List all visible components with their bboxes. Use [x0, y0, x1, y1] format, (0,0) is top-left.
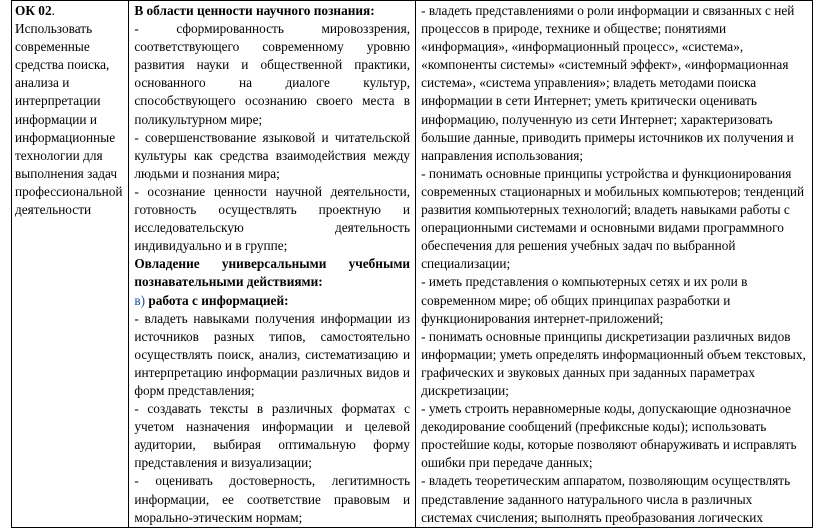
subject-results-cell — [416, 1, 813, 528]
list-item: - уметь строить неравномерные коды, допускающие однозначное декодирование сообщений (префиксные коды); использовать простейшие коды, которые позволяют обнаруживать и исправлять ошибки при передаче данных; — [421, 401, 797, 471]
list-item: - совершенствование языковой и читательской культуры как средства взаимодействия между людьми и познания мира; — [134, 129, 411, 181]
competence-code-suffix: . — [51, 3, 55, 18]
list-item: - понимать основные принципы дискретизации различных видов информации; уметь определять информационный объем текстовых, графических и звуковых данных при заданных параметрах дискретизации; — [421, 328, 806, 398]
list-item: - сформированность мировоззрения, соответствующего современному уровню развития науки и общественной практики, основанного на диалоге культур, способствующего осознанию своего места в поликультурном мире; — [134, 21, 411, 127]
subheading-text: работа с информацией: — [148, 292, 289, 308]
personal-results-cell — [129, 1, 416, 528]
heading-cognitive-actions: Овладение универсальными учебными познавательными действиями: — [134, 256, 411, 290]
competence-text: Использовать современные средства поиска, анализа и интерпретации информации и информационные технологии для выполнения задач профессиональной деятельности — [15, 21, 123, 218]
list-item: - владеть навыками получения информации из источников разных типов, самостоятельно осуществлять поиск, анализ, систематизацию и интерпретацию информации различных видов и форм представления; — [134, 310, 411, 398]
competence-table — [11, 0, 813, 528]
list-item: - понимать основные принципы устройства и функционирования современных стационарных и мобильных компьютеров; тенденций развития компьютерных технологий; владеть навыками работы с операционными системами и основными видами программного обеспечения для решения учебных задач по выбранной специализации; — [421, 165, 805, 272]
list-item: - иметь представления о компьютерных сетях и их роли в современном мире; об общих принципах разработки и функционирования интернет-приложений; — [421, 274, 748, 326]
list-item: - владеть представлениями о роли информации и связанных с ней процессов в природе, технике и обществе; понятиями «информация», «информационный процесс», «система», «компоненты системы» «системный эффект», «информационная система», «система управления»; владеть методами поиска информации в сети Интернет; уметь критически оценивать информацию, полученную из сети Интернет; характеризовать большие данные, приводить примеры источников их получения и направления использования; — [421, 3, 795, 163]
subheading-info-work — [134, 292, 410, 310]
subheading-prefix: в) — [134, 292, 149, 308]
competence-cell — [12, 1, 129, 528]
competence-code-text: ОК 02 — [15, 3, 52, 18]
list-item: - создавать тексты в различных форматах с учетом назначения информации и целевой аудитории, выбирая оптимальную форму представления и визуализации; — [134, 401, 411, 471]
list-item: - владеть теоретическим аппаратом, позволяющим осуществлять представление заданного натурального числа в различных системах счисления; выполнять преобразования логических — [421, 473, 791, 525]
competence-code — [15, 2, 125, 20]
list-item: - осознание ценности научной деятельности, готовность осуществлять проектную и исследовательскую деятельность индивидуально и в группе; — [134, 183, 411, 254]
table-row — [12, 1, 813, 528]
heading-science-values: В области ценности научного познания: — [134, 3, 375, 18]
list-item: - оценивать достоверность, легитимность информации, ее соответствие правовым и морально-этическим нормам; — [134, 473, 411, 525]
